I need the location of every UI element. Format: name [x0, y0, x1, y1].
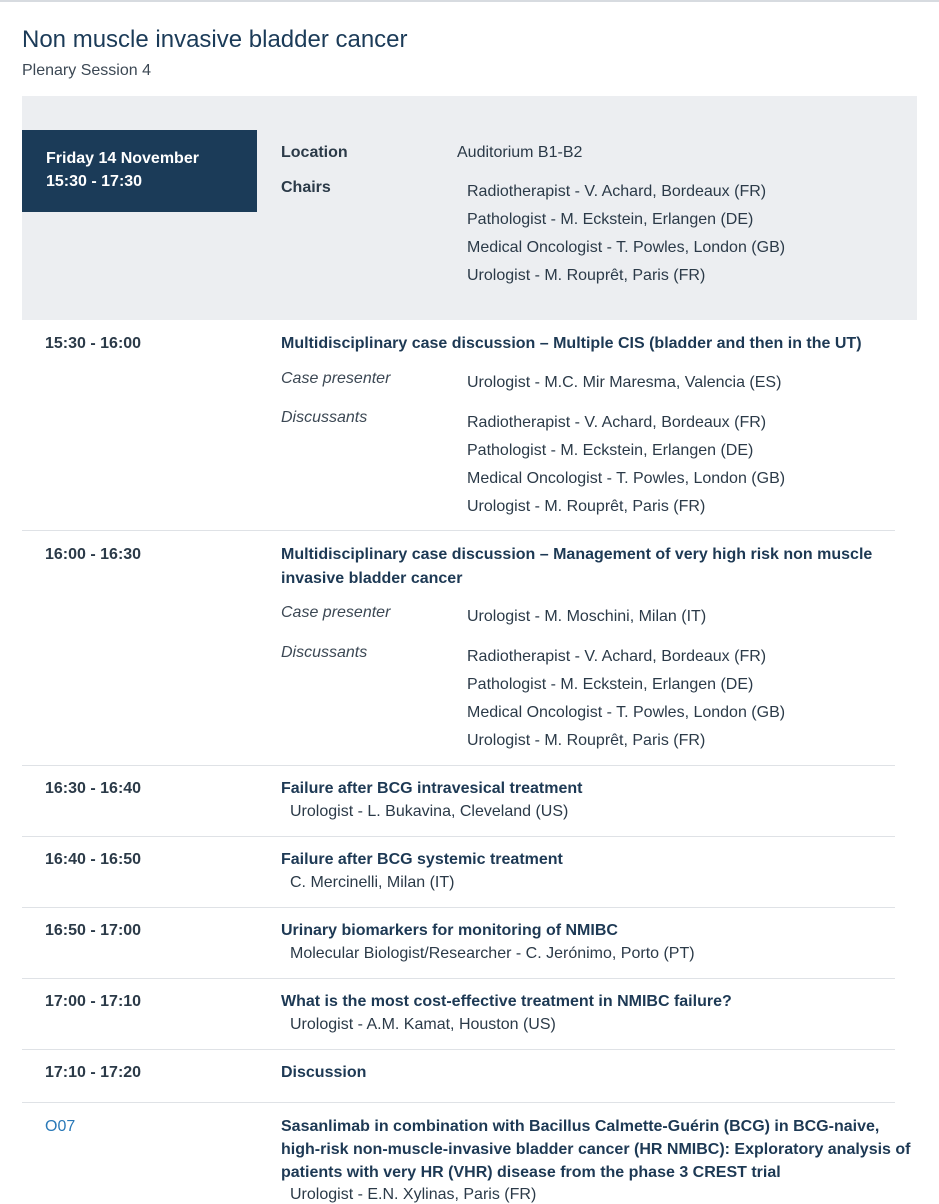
case-presenter: Urologist - M. Moschini, Milan (IT) [467, 608, 707, 625]
item-speaker: Urologist - L. Bukavina, Cleveland (US) [290, 803, 569, 820]
row-divider [22, 836, 895, 837]
item-title-cont: invasive bladder cancer [281, 570, 463, 587]
row-divider [22, 907, 895, 908]
item-time: 15:30 - 16:00 [45, 335, 142, 352]
item-time: 16:30 - 16:40 [45, 780, 142, 797]
chair-item: Medical Oncologist - T. Powles, London (GB) [467, 239, 786, 256]
item-title-cont: patients with very HR (VHR) disease from the phase 3 CREST trial [281, 1164, 781, 1181]
item-title: Failure after BCG intravesical treatment [281, 780, 583, 797]
item-time: 17:10 - 17:20 [45, 1064, 142, 1081]
item-title-cont: high-risk non-muscle-invasive bladder cancer (HR NMIBC): Exploratory analysis of [281, 1141, 911, 1158]
case-presenter-label: Case presenter [281, 370, 391, 387]
item-speaker: Urologist - E.N. Xylinas, Paris (FR) [290, 1186, 537, 1203]
abstract-code-link[interactable]: O07 [45, 1118, 76, 1135]
row-divider [22, 978, 895, 979]
session-date-box [22, 130, 257, 212]
item-time: 16:50 - 17:00 [45, 922, 142, 939]
item-time: 17:00 - 17:10 [45, 993, 142, 1010]
item-title: Failure after BCG systemic treatment [281, 851, 563, 868]
item-title: Multidisciplinary case discussion – Management of very high risk non muscle [281, 546, 873, 563]
row-divider [22, 765, 895, 766]
session-title: Non muscle invasive bladder cancer [22, 26, 408, 53]
chair-item: Radiotherapist - V. Achard, Bordeaux (FR) [467, 183, 767, 200]
discussant: Medical Oncologist - T. Powles, London (GB) [467, 470, 786, 487]
discussants-label: Discussants [281, 409, 368, 426]
session-date: Friday 14 November [46, 150, 199, 167]
top-divider [0, 0, 939, 2]
chairs-label: Chairs [281, 179, 331, 196]
item-speaker: C. Mercinelli, Milan (IT) [290, 874, 455, 891]
discussant: Urologist - M. Rouprêt, Paris (FR) [467, 498, 706, 515]
location-value: Auditorium B1-B2 [457, 144, 583, 161]
discussant: Pathologist - M. Eckstein, Erlangen (DE) [467, 676, 754, 693]
item-speaker: Molecular Biologist/Researcher - C. Jerónimo, Porto (PT) [290, 945, 695, 962]
item-time: 16:40 - 16:50 [45, 851, 142, 868]
item-title: What is the most cost-effective treatment in NMIBC failure? [281, 993, 732, 1010]
session-time: 15:30 - 17:30 [46, 173, 143, 190]
location-label: Location [281, 144, 348, 161]
discussants-label: Discussants [281, 644, 368, 661]
session-subtitle: Plenary Session 4 [22, 62, 151, 79]
item-time: 16:00 - 16:30 [45, 546, 142, 563]
discussant: Radiotherapist - V. Achard, Bordeaux (FR) [467, 414, 767, 431]
discussant: Urologist - M. Rouprêt, Paris (FR) [467, 732, 706, 749]
chair-item: Urologist - M. Rouprêt, Paris (FR) [467, 267, 706, 284]
case-presenter: Urologist - M.C. Mir Maresma, Valencia (ES) [467, 374, 782, 391]
chair-item: Pathologist - M. Eckstein, Erlangen (DE) [467, 211, 754, 228]
item-title: Discussion [281, 1064, 367, 1081]
row-divider [22, 1049, 895, 1050]
item-title: Urinary biomarkers for monitoring of NMIBC [281, 922, 618, 939]
row-divider [22, 1102, 895, 1103]
item-speaker: Urologist - A.M. Kamat, Houston (US) [290, 1016, 556, 1033]
item-title: Multidisciplinary case discussion – Multiple CIS (bladder and then in the UT) [281, 335, 862, 352]
discussant: Medical Oncologist - T. Powles, London (GB) [467, 704, 786, 721]
discussant: Radiotherapist - V. Achard, Bordeaux (FR) [467, 648, 767, 665]
item-title: Sasanlimab in combination with Bacillus Calmette-Guérin (BCG) in BCG-naive, [281, 1118, 880, 1135]
case-presenter-label: Case presenter [281, 604, 391, 621]
discussant: Pathologist - M. Eckstein, Erlangen (DE) [467, 442, 754, 459]
row-divider [22, 530, 895, 531]
